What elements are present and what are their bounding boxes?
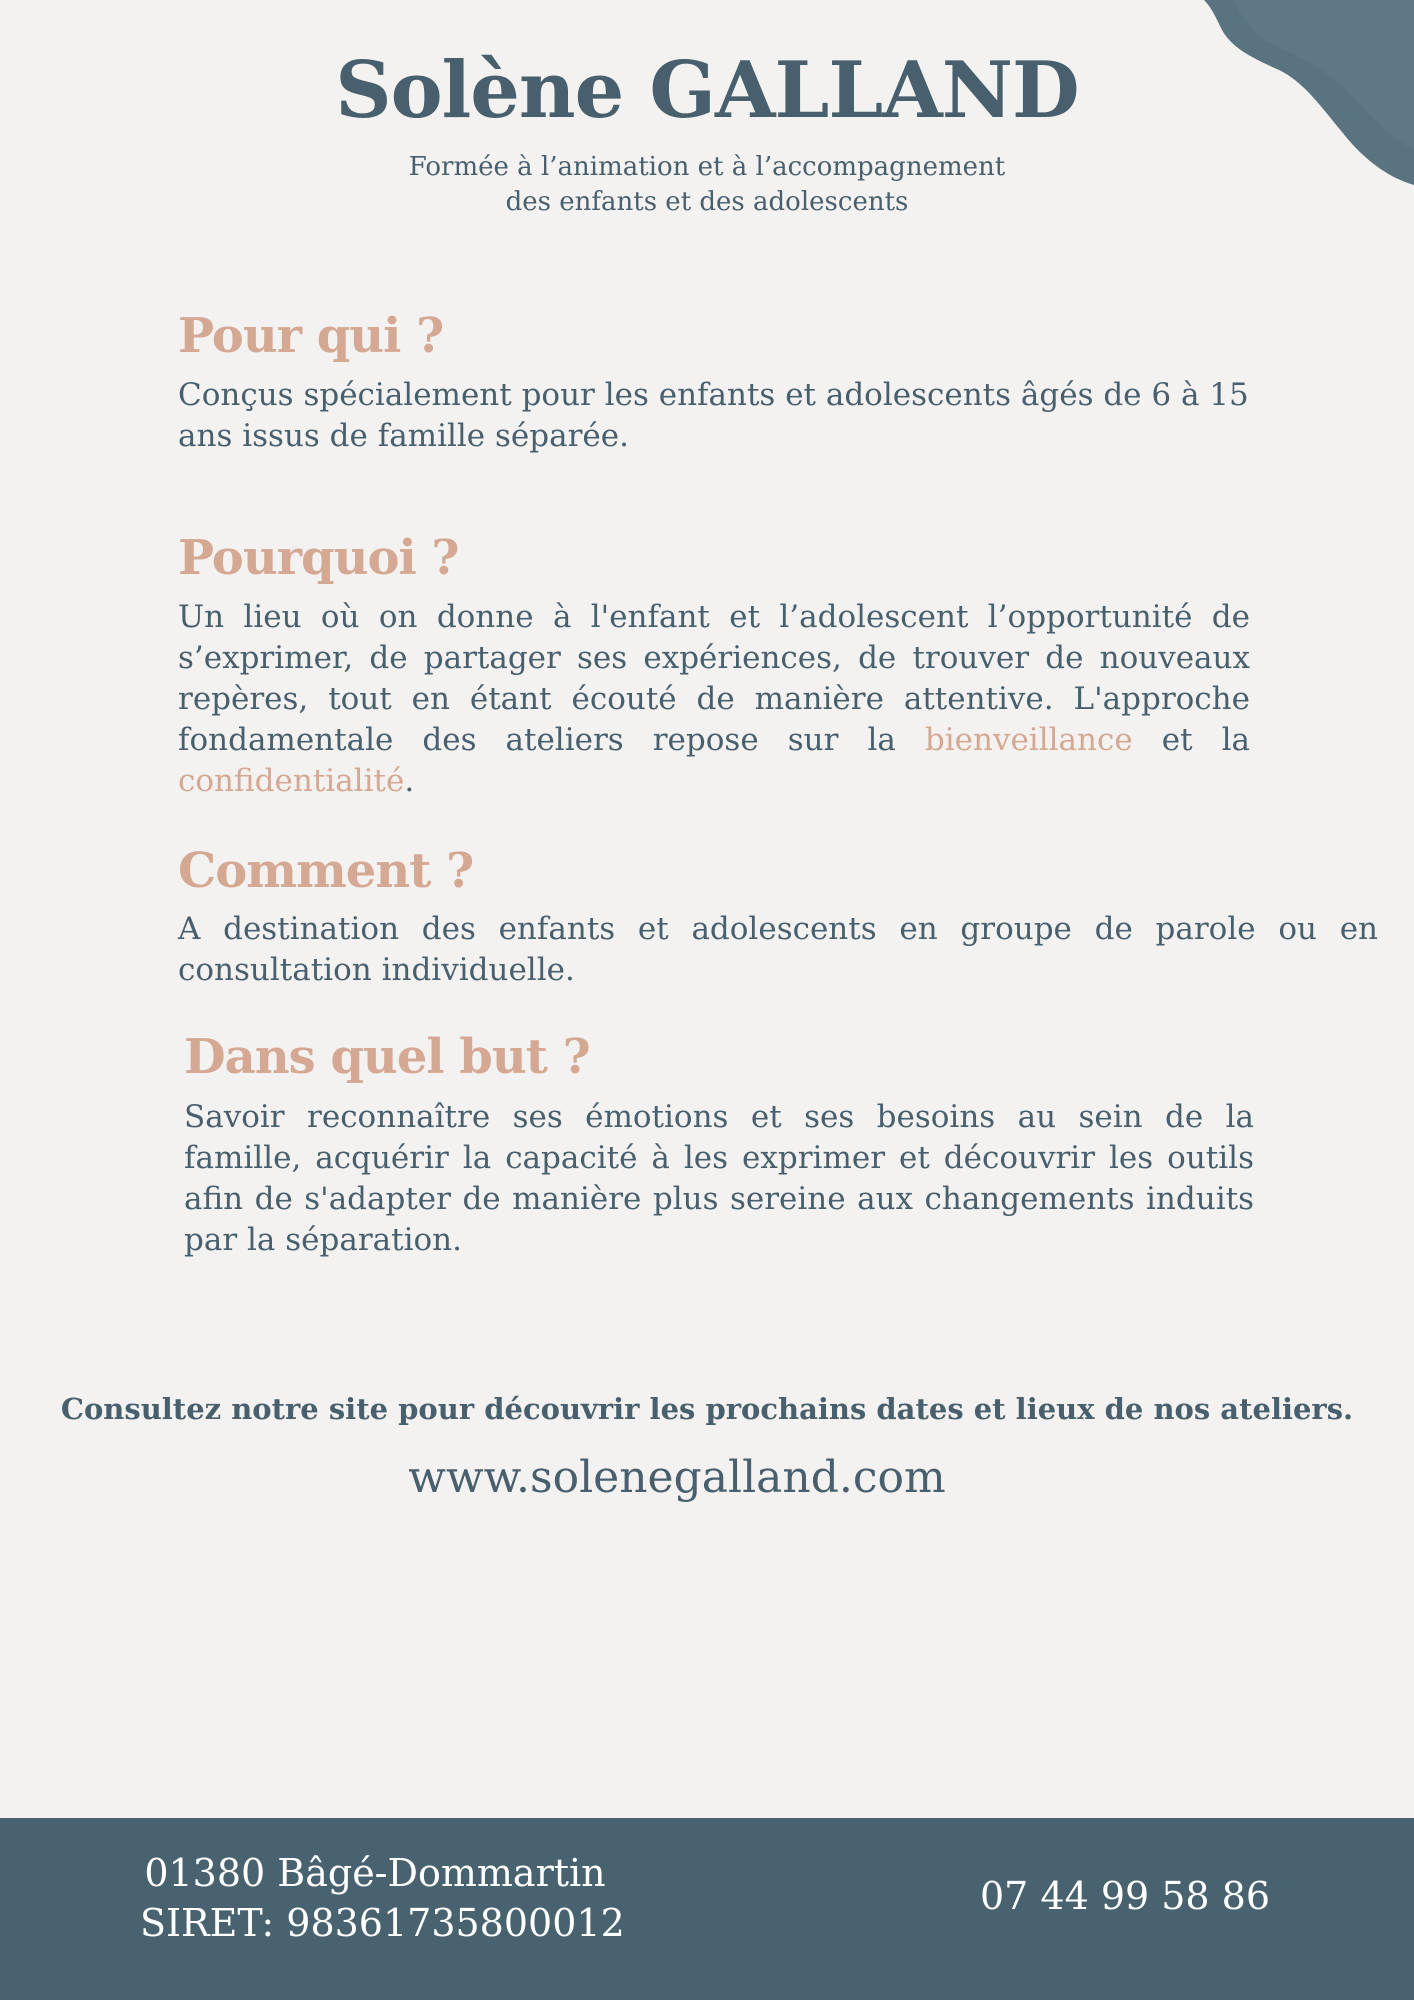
section-title-pour-qui: Pour qui ? — [178, 308, 444, 364]
call-to-action: Consultez notre site pour découvrir les prochains dates et lieux de nos ateliers. — [60, 1392, 1354, 1426]
website-link[interactable]: www.solenegalland.com — [408, 1452, 946, 1503]
phone-number[interactable]: 07 44 99 58 86 — [979, 1874, 1271, 1918]
subtitle — [0, 150, 1414, 220]
section-text-pourquoi — [178, 597, 1250, 802]
text-segment: . — [404, 763, 415, 799]
section-title-comment: Comment ? — [178, 843, 474, 899]
text-segment: Un lieu où on donne à l'enfant et l’adolescent l’opportunité de s’exprimer, de partager ses expériences, de trouver de nouveaux repères, tout en étant écouté de manière attentive. L'approche fondamentale des ateliers repose sur la — [178, 599, 1250, 758]
subtitle-line-2: des enfants et des adolescents — [505, 187, 909, 217]
highlight-confidentialite: confidentialité — [178, 763, 405, 799]
footer — [0, 1818, 1414, 2000]
address: 01380 Bâgé-Dommartin — [144, 1851, 606, 1895]
section-text-dans-quel-but: Savoir reconnaître ses émotions et ses besoins au sein de la famille, acquérir la capacité à les exprimer et découvrir les outils afin de s'adapter de manière plus sereine aux changements induits par la séparation. — [184, 1099, 1254, 1258]
footer-address-block — [140, 1848, 625, 1948]
page-title: Solène GALLAND — [335, 45, 1079, 136]
section-text-pour-qui: Conçus spécialement pour les enfants et adolescents âgés de 6 à 15 ans issus de famille séparée. — [178, 377, 1249, 454]
siret: SIRET: 98361735800012 — [140, 1901, 625, 1945]
header — [0, 45, 1414, 220]
section-text-comment: A destination des enfants et adolescents en groupe de parole ou en consultation individuelle. — [178, 911, 1378, 988]
section-title-dans-quel-but: Dans quel but ? — [184, 1029, 590, 1085]
text-segment: et la — [1132, 722, 1250, 758]
subtitle-line-1: Formée à l’animation et à l’accompagnement — [408, 152, 1006, 182]
section-title-pourquoi: Pourquoi ? — [178, 530, 459, 586]
highlight-bienveillance: bienveillance — [924, 722, 1133, 758]
